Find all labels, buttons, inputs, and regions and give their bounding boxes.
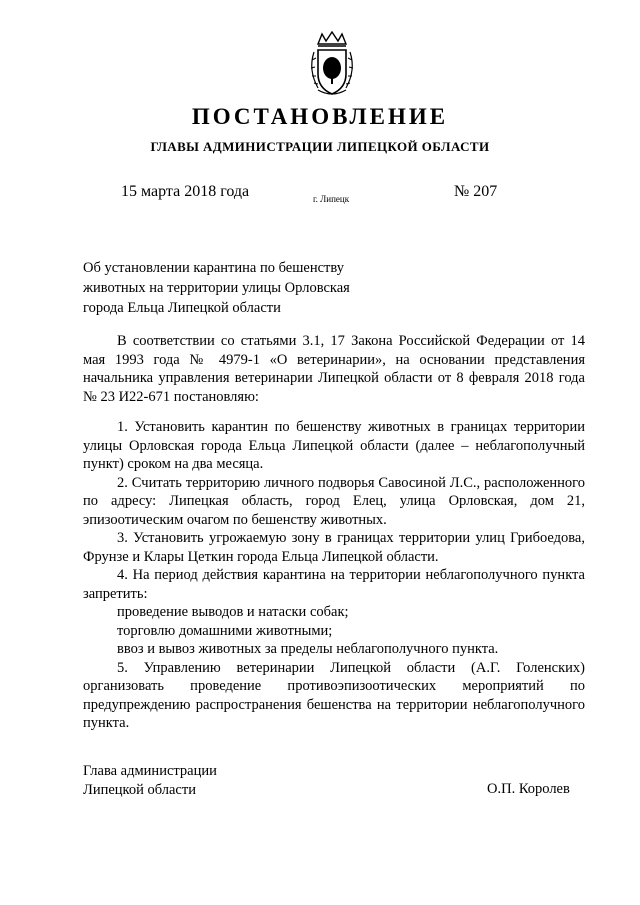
document-subject (83, 258, 383, 318)
body-item-5: 5. Управлению ветеринарии Липецкой области (А.Г. Голенских) организовать проведение противоэпизоотических мероприятий по предупреждению распространения бешенства на территории неблагополучного пункта. (83, 659, 585, 731)
document-number: № 207 (454, 183, 498, 200)
body-item-3: 3. Установить угрожаемую зону в границах территории улиц Грибоедова, Фрунзе и Клары Цеткин города Ельца Липецкой области. (83, 530, 585, 565)
body-item-4: 4. На период действия карантина на территории неблагополучного пункта запретить: (83, 567, 585, 602)
signatory-position (83, 762, 217, 799)
body-subitem: проведение выводов и натаски собак; (117, 604, 349, 620)
coat-of-arms-emblem (304, 30, 360, 98)
subject-line: Об установлении карантина по бешенству (83, 260, 344, 276)
document-title: ПОСТАНОВЛЕНИЕ (191, 104, 449, 129)
body-intro-paragraph: В соответствии со статьями 3.1, 17 Закона Российской Федерации от 14 мая 1993 года № 4979-1 «О ветеринарии», на основании представления начальника управления ветеринарии Липецкой области от 8 февраля 2018 года № 23 И22-671 постановляю: (83, 333, 585, 405)
body-subitem: ввоз и вывоз животных за пределы неблагополучного пункта. (117, 641, 499, 657)
document-subtitle: ГЛАВЫ АДМИНИСТРАЦИИ ЛИПЕЦКОЙ ОБЛАСТИ (150, 139, 490, 154)
subject-line: животных на территории улицы Орловская (83, 280, 350, 296)
subject-line: города Ельца Липецкой области (83, 300, 281, 316)
document-date: 15 марта 2018 года (121, 183, 250, 200)
signatory-name: О.П. Королев (487, 781, 570, 797)
document-city: г. Липецк (313, 194, 350, 204)
body-subitem: торговлю домашними животными; (117, 622, 333, 639)
signatory-position-line: Липецкой области (83, 781, 196, 798)
signatory-position-line: Глава администрации (83, 763, 217, 779)
body-item-1: 1. Установить карантин по бешенству животных в границах территории улицы Орловская города Ельца Липецкой области (далее – неблагополучный пункт) сроком на два месяца. (83, 419, 585, 472)
document-body (83, 332, 585, 733)
body-item-2: 2. Считать территорию личного подворья Савосиной Л.С., расположенного по адресу: Липецкая область, город Елец, улица Орловская, дом 21, эпизоотическим очагом по бешенству животных. (83, 474, 585, 528)
